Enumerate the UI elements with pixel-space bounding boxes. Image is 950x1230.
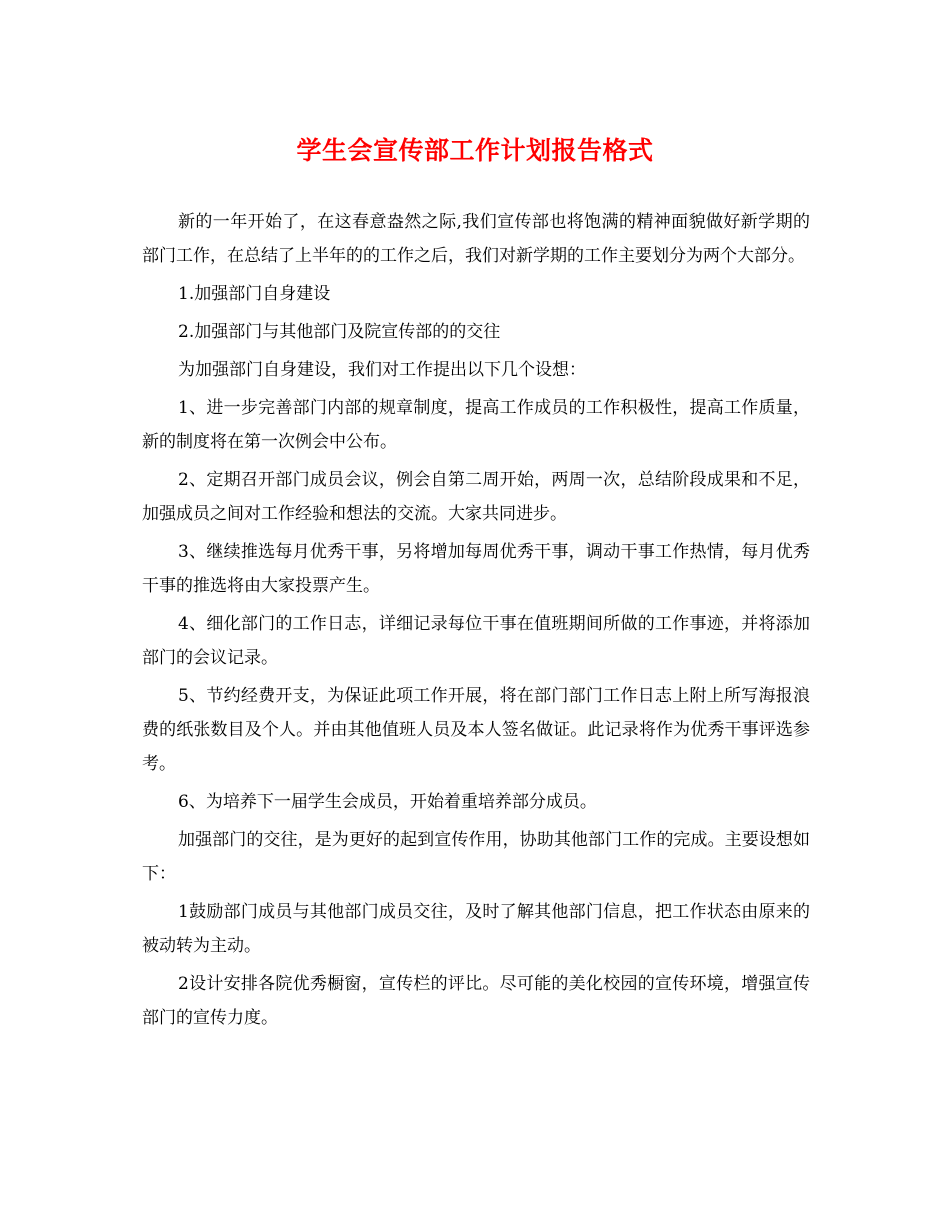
paragraph-part-1: 1.加强部门自身建设: [178, 284, 331, 304]
paragraph-part-2: 2.加强部门与其他部门及院宣传部的的交往: [178, 322, 501, 342]
document-body: [142, 205, 810, 1039]
paragraph-item-5: 5、节约经费开支，为保证此项工作开展，将在部门部门工作日志上附上所写海报浪费的纸张数目及个人。并由其他值班人员及本人签名做证。此记录将作为优秀干事评选参考。: [142, 686, 810, 774]
paragraph-intro: 新的一年开始了，在这春意盎然之际,我们宣传部也将饱满的精神面貌做好新学期的部门工作，在总结了上半年的的工作之后，我们对新学期的工作主要划分为两个大部分。: [142, 212, 810, 266]
paragraph-item-2: 2、定期召开部门成员会议，例会自第二周开始，两周一次，总结阶段成果和不足，加强成员之间对工作经验和想法的交流。大家共同进步。: [142, 470, 810, 524]
paragraph-exchange-intro: 加强部门的交往，是为更好的起到宣传作用，协助其他部门工作的完成。主要设想如下：: [142, 830, 810, 884]
paragraph-exchange-2: 2设计安排各院优秀橱窗，宣传栏的评比。尽可能的美化校园的宣传环境，增强宣传部门的宣传力度。: [142, 974, 810, 1028]
paragraph-self-building-intro: 为加强部门自身建设，我们对工作提出以下几个设想：: [178, 360, 586, 380]
document-title: 学生会宣传部工作计划报告格式: [296, 136, 654, 165]
paragraph-exchange-1: 1鼓励部门成员与其他部门成员交往，及时了解其他部门信息，把工作状态由原来的被动转为主动。: [142, 902, 810, 956]
paragraph-item-3: 3、继续推选每月优秀干事，另将增加每周优秀干事，调动干事工作热情，每月优秀干事的推选将由大家投票产生。: [142, 542, 810, 596]
paragraph-item-4: 4、细化部门的工作日志，详细记录每位干事在值班期间所做的工作事迹，并将添加部门的会议记录。: [142, 614, 810, 668]
paragraph-item-6: 6、为培养下一届学生会成员，开始着重培养部分成员。: [178, 792, 597, 812]
paragraph-item-1: 1、进一步完善部门内部的规章制度，提高工作成员的工作积极性，提高工作质量，新的制度将在第一次例会中公布。: [142, 398, 810, 452]
